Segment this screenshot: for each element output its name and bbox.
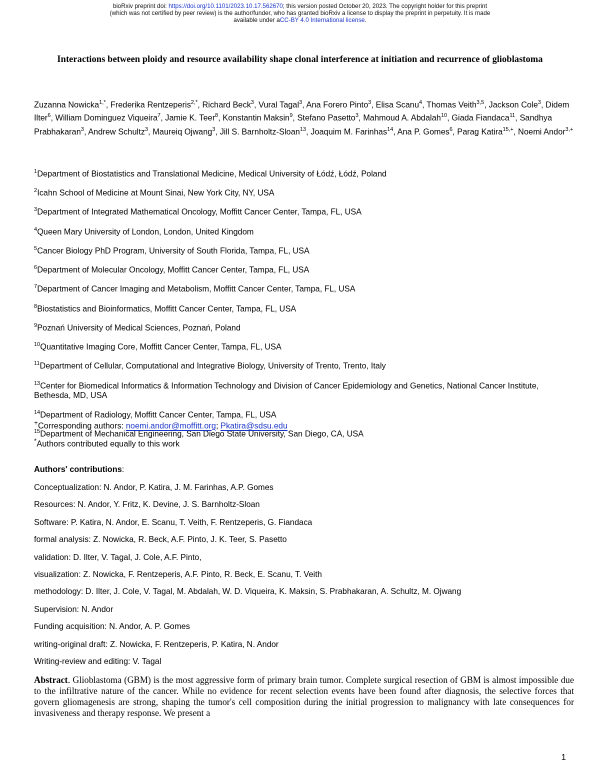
contribution-item: Software: P. Katira, N. Andor, E. Scanu, T. Veith, F. Rentzeperis, G. Fiandaca — [34, 517, 313, 527]
author-affiliation-sup: 3 — [80, 126, 84, 133]
author-name: Frederika Rentzeperis — [110, 100, 191, 110]
affiliation-list — [34, 167, 574, 446]
affiliation-text: Department of Mechanical Engineering, San Diego State University, San Diego, CA, USA — [40, 429, 364, 439]
author-affiliation-sup: 3 — [355, 113, 359, 120]
author-name: Didem Ilter — [34, 100, 570, 124]
affiliation-item — [34, 379, 574, 402]
affiliation-item — [34, 359, 574, 372]
contribution-item: Writing-review and editing: V. Tagal — [34, 656, 162, 666]
abstract-text: . Glioblastoma (GBM) is the most aggressive form of primary brain tumor. Complete surgical resection of GBM is almost impossible due to the infiltrative nature of the cancer. While no evidence for recent selection events have been found after diagnosis, the selective forces that govern gliomagenesis are strong, shaping the tumor's cell composition during the initial progression to malignancy with late consequences for invasiveness and therapy response. We present a — [34, 675, 574, 718]
author-name: Joaquim M. Farinhas — [310, 127, 388, 137]
affiliation-number: 10 — [34, 342, 41, 349]
author-affiliation-sup: 4 — [419, 100, 423, 106]
contributions-list — [34, 483, 574, 667]
affiliation-number: 5 — [34, 245, 38, 252]
author-affiliation-sup: 7 — [157, 113, 161, 120]
author-affiliation-sup: 2,* — [190, 100, 198, 106]
affiliation-item — [34, 205, 574, 218]
author-affiliation-sup: 1,* — [99, 100, 106, 106]
author-affiliation-sup: 15,+ — [502, 126, 514, 133]
affiliation-number: 8 — [34, 303, 38, 310]
affiliation-text: Queen Mary University of London, London, United Kingdom — [37, 227, 254, 237]
affiliation-item — [34, 282, 574, 295]
correspondence-block — [34, 419, 574, 454]
author-affiliation-sup: 6 — [449, 126, 453, 133]
author-affiliation-sup: 3 — [537, 100, 541, 106]
affiliation-text: Quantitative Imaging Core, Moffitt Cancer Center, Tampa, FL, USA — [40, 342, 282, 352]
email-link-katira[interactable]: Pkatira@sdsu.edu — [220, 421, 288, 431]
contributions-heading: Authors' contributions: — [34, 465, 125, 474]
paper-title: Interactions between ploidy and resource availability shape clonal interference at initiation and recurrence of glioblastoma — [57, 55, 543, 65]
author-name: Jill S. Barnholtz-Sloan — [219, 127, 300, 137]
author-name: Richard Beck — [202, 100, 251, 110]
affiliation-number: 6 — [34, 265, 38, 272]
affiliation-text: Department of Radiology, Moffitt Cancer Center, Tampa, FL, USA — [40, 410, 277, 420]
author-affiliation-sup: 3 — [250, 100, 254, 106]
affiliation-item — [34, 263, 574, 276]
contribution-item: Funding acquisition: N. Andor, A. P. Gomes — [34, 622, 190, 632]
author-affiliation-sup: 3,+ — [565, 126, 574, 133]
author-affiliation-sup: 14 — [387, 126, 394, 133]
author-name: Parag Katira — [457, 127, 503, 137]
affiliation-text: Cancer Biology PhD Program, University of South Florida, Tampa, FL, USA — [37, 246, 310, 256]
affiliation-item — [34, 225, 574, 238]
author-name: Elisa Scanu — [375, 100, 420, 110]
affiliation-item — [34, 244, 574, 257]
author-affiliation-sup: 13 — [299, 126, 307, 133]
author-name: Noemi Andor — [518, 127, 566, 137]
doi-link[interactable]: https://doi.org/10.1101/2023.10.17.562670 — [168, 3, 283, 10]
author-name: Jamie K. Teer — [165, 114, 216, 124]
affiliation-item — [34, 321, 574, 334]
author-name: Jackson Cole — [488, 100, 538, 110]
author-affiliation-sup: 3,5 — [476, 100, 485, 106]
author-name: Maureiq Ojwang — [152, 127, 213, 137]
affiliation-number: 11 — [34, 361, 40, 368]
affiliation-text: Department of Integrated Mathematical Oncology, Moffitt Cancer Center, Tampa, FL, USA — [37, 208, 362, 218]
contribution-item: validation: D. Ilter, V. Tagal, J. Cole, A.F. Pinto, — [34, 552, 202, 562]
contribution-item: Supervision: N. Andor — [34, 604, 114, 614]
affiliation-text: Icahn School of Medicine at Mount Sinai, New York City, NY, USA — [37, 188, 275, 198]
author-affiliation-sup: 3 — [212, 126, 216, 133]
contribution-item: Resources: N. Andor, Y. Fritz, K. Devine, J. S. Barnholtz-Sloan — [34, 500, 260, 510]
header-line-3: available under aCC-BY 4.0 International license. — [233, 17, 367, 25]
author-affiliation-sup: 6 — [47, 113, 51, 120]
author-name: Sandhya Prabhakaran — [34, 114, 553, 137]
affiliation-item — [34, 302, 574, 315]
author-name: Mahmoud A. Abdalah — [363, 114, 441, 124]
author-affiliation-sup: 9 — [289, 113, 293, 120]
author-name: Giada Fiandaca — [451, 114, 510, 124]
affiliation-number: 1 — [34, 169, 38, 175]
author-name: Thomas Veith — [426, 100, 477, 110]
affiliation-number: 2 — [34, 188, 38, 195]
biorxiv-header-notice — [60, 3, 540, 25]
affiliation-number: 14 — [34, 409, 41, 416]
author-name: Stefano Pasetto — [297, 114, 356, 124]
affiliation-number: 13 — [34, 380, 41, 387]
affiliation-text: Department of Molecular Oncology, Moffitt Cancer Center, Tampa, FL, USA — [37, 265, 310, 275]
affiliation-number: 4 — [34, 226, 38, 233]
author-contributions — [34, 465, 574, 674]
contribution-item: formal analysis: Z. Nowicka, R. Beck, A.F. Pinto, J. K. Teer, S. Pasetto — [34, 535, 287, 545]
author-name: Ana P. Gomes — [397, 127, 450, 137]
affiliation-number: 3 — [34, 207, 38, 214]
affiliation-number: 9 — [34, 322, 38, 329]
author-affiliation-sup: 3 — [299, 100, 303, 106]
author-affiliation-sup: 3 — [144, 126, 149, 133]
affiliation-item — [34, 186, 574, 199]
author-name: William Dominguez Viqueira — [55, 114, 158, 124]
affiliation-text: Department of Cancer Imaging and Metabolism, Moffitt Cancer Center, Tampa, FL, USA — [37, 285, 356, 295]
corresponding-authors-line: +Corresponding authors: noemi.andor@moffitt.org; Pkatira@sdsu.edu — [34, 420, 288, 431]
page-number: 1 — [561, 752, 566, 762]
affiliation-number: 15 — [34, 429, 41, 436]
email-link-andor[interactable]: noemi.andor@moffitt.org — [125, 421, 216, 431]
author-affiliation-sup: 3 — [368, 100, 372, 106]
author-list: Zuzanna Nowicka$^{1,*}$, Frederika Rentzeperis$^{2,*}$, Richard Beck$^3$, Vural Tagal$^3$, Ana Forero Pinto$^3$, Elisa Scanu$^4$, Thomas Veith$^{3,5}$, Jackson Cole$^3$, Didem Ilter$^6$, William Dominguez Viqueira$^7$, Jamie K. Teer$^8$, Konstantin Maksin$^9$, Stefano Pasetto$^3$, Mahmoud A. Abdalah$^{10}$, Giada Fiandaca$^{11}$, Sandhya Prabhakaran$^3$, Andrew Schultz$^3$, Maureiq Ojwang$^3$, Jill S. Barnholtz-Sloan$^{13}$, Joaquim M. Farinhas$^{14}$, Ana P. Gomes$^6$, Parag Katira$^{15,+}$, Noemi Andor$^{3,+}$ — [34, 100, 574, 137]
contribution-item: visualization: Z. Nowicka, F. Rentzeperis, A.F. Pinto, R. Beck, E. Scanu, T. Veith — [34, 569, 322, 579]
affiliation-text: Poznań University of Medical Sciences, Poznań, Poland — [37, 323, 241, 333]
author-affiliation-sup: 8 — [215, 113, 219, 120]
author-name: Vural Tagal — [258, 100, 300, 110]
equal-contribution-note: *Authors contributed equally to this work — [34, 437, 180, 449]
author-affiliation-sup: 10 — [440, 113, 448, 120]
license-link[interactable]: CC-BY 4.0 International license — [279, 17, 365, 25]
affiliation-text: Center for Biomedical Informatics & Information Technology and Division of Cancer Epidemiology and Genetics, National Cancer Institute, Bethesda, MD, USA — [34, 381, 539, 401]
abstract-paragraph — [34, 675, 574, 719]
author-affiliation-sup: 11 — [509, 113, 516, 120]
affiliation-text: Department of Cellular, Computational and Integrative Biology, University of Trento, Trento, Italy — [39, 362, 386, 372]
contribution-item: methodology: D. Ilter, J. Cole, V. Tagal, M. Abdalah, W. D. Viqueira, K. Maksin, S. Prabhakaran, A. Schultz, M. Ojwang — [34, 587, 462, 597]
affiliation-number: 7 — [34, 284, 38, 291]
author-name: Konstantin Maksin — [222, 114, 290, 124]
affiliation-text: Department of Biostatistics and Translational Medicine, Medical University of Łódź, Łódź, Poland — [37, 169, 387, 179]
affiliation-text: Biostatistics and Bioinformatics, Moffitt Cancer Center, Tampa, FL, USA — [37, 304, 297, 314]
affiliation-item — [34, 167, 574, 180]
author-name: Ana Forero Pinto — [306, 100, 369, 110]
affiliation-item — [34, 340, 574, 353]
author-name: Zuzanna Nowicka — [34, 100, 100, 110]
header-line-1: bioRxiv preprint doi: https://doi.org/10.1101/2023.10.17.562670; this version posted October 20, 2023. The copyright holder for this preprint — [112, 3, 488, 10]
contribution-item: writing-original draft: Z. Nowicka, F. Rentzeperis, P. Katira, N. Andor — [34, 639, 279, 649]
abstract-label: Abstract — [34, 675, 68, 685]
header-line-2: (which was not certified by peer review) is the author/funder, who has granted bioRxiv a license to display the preprint in perpetuity. It is made — [109, 10, 491, 18]
author-name: Andrew Schultz — [88, 127, 145, 137]
contribution-item: Conceptualization: N. Andor, P. Katira, J. M. Farinhas, A.P. Gomes — [34, 483, 274, 492]
